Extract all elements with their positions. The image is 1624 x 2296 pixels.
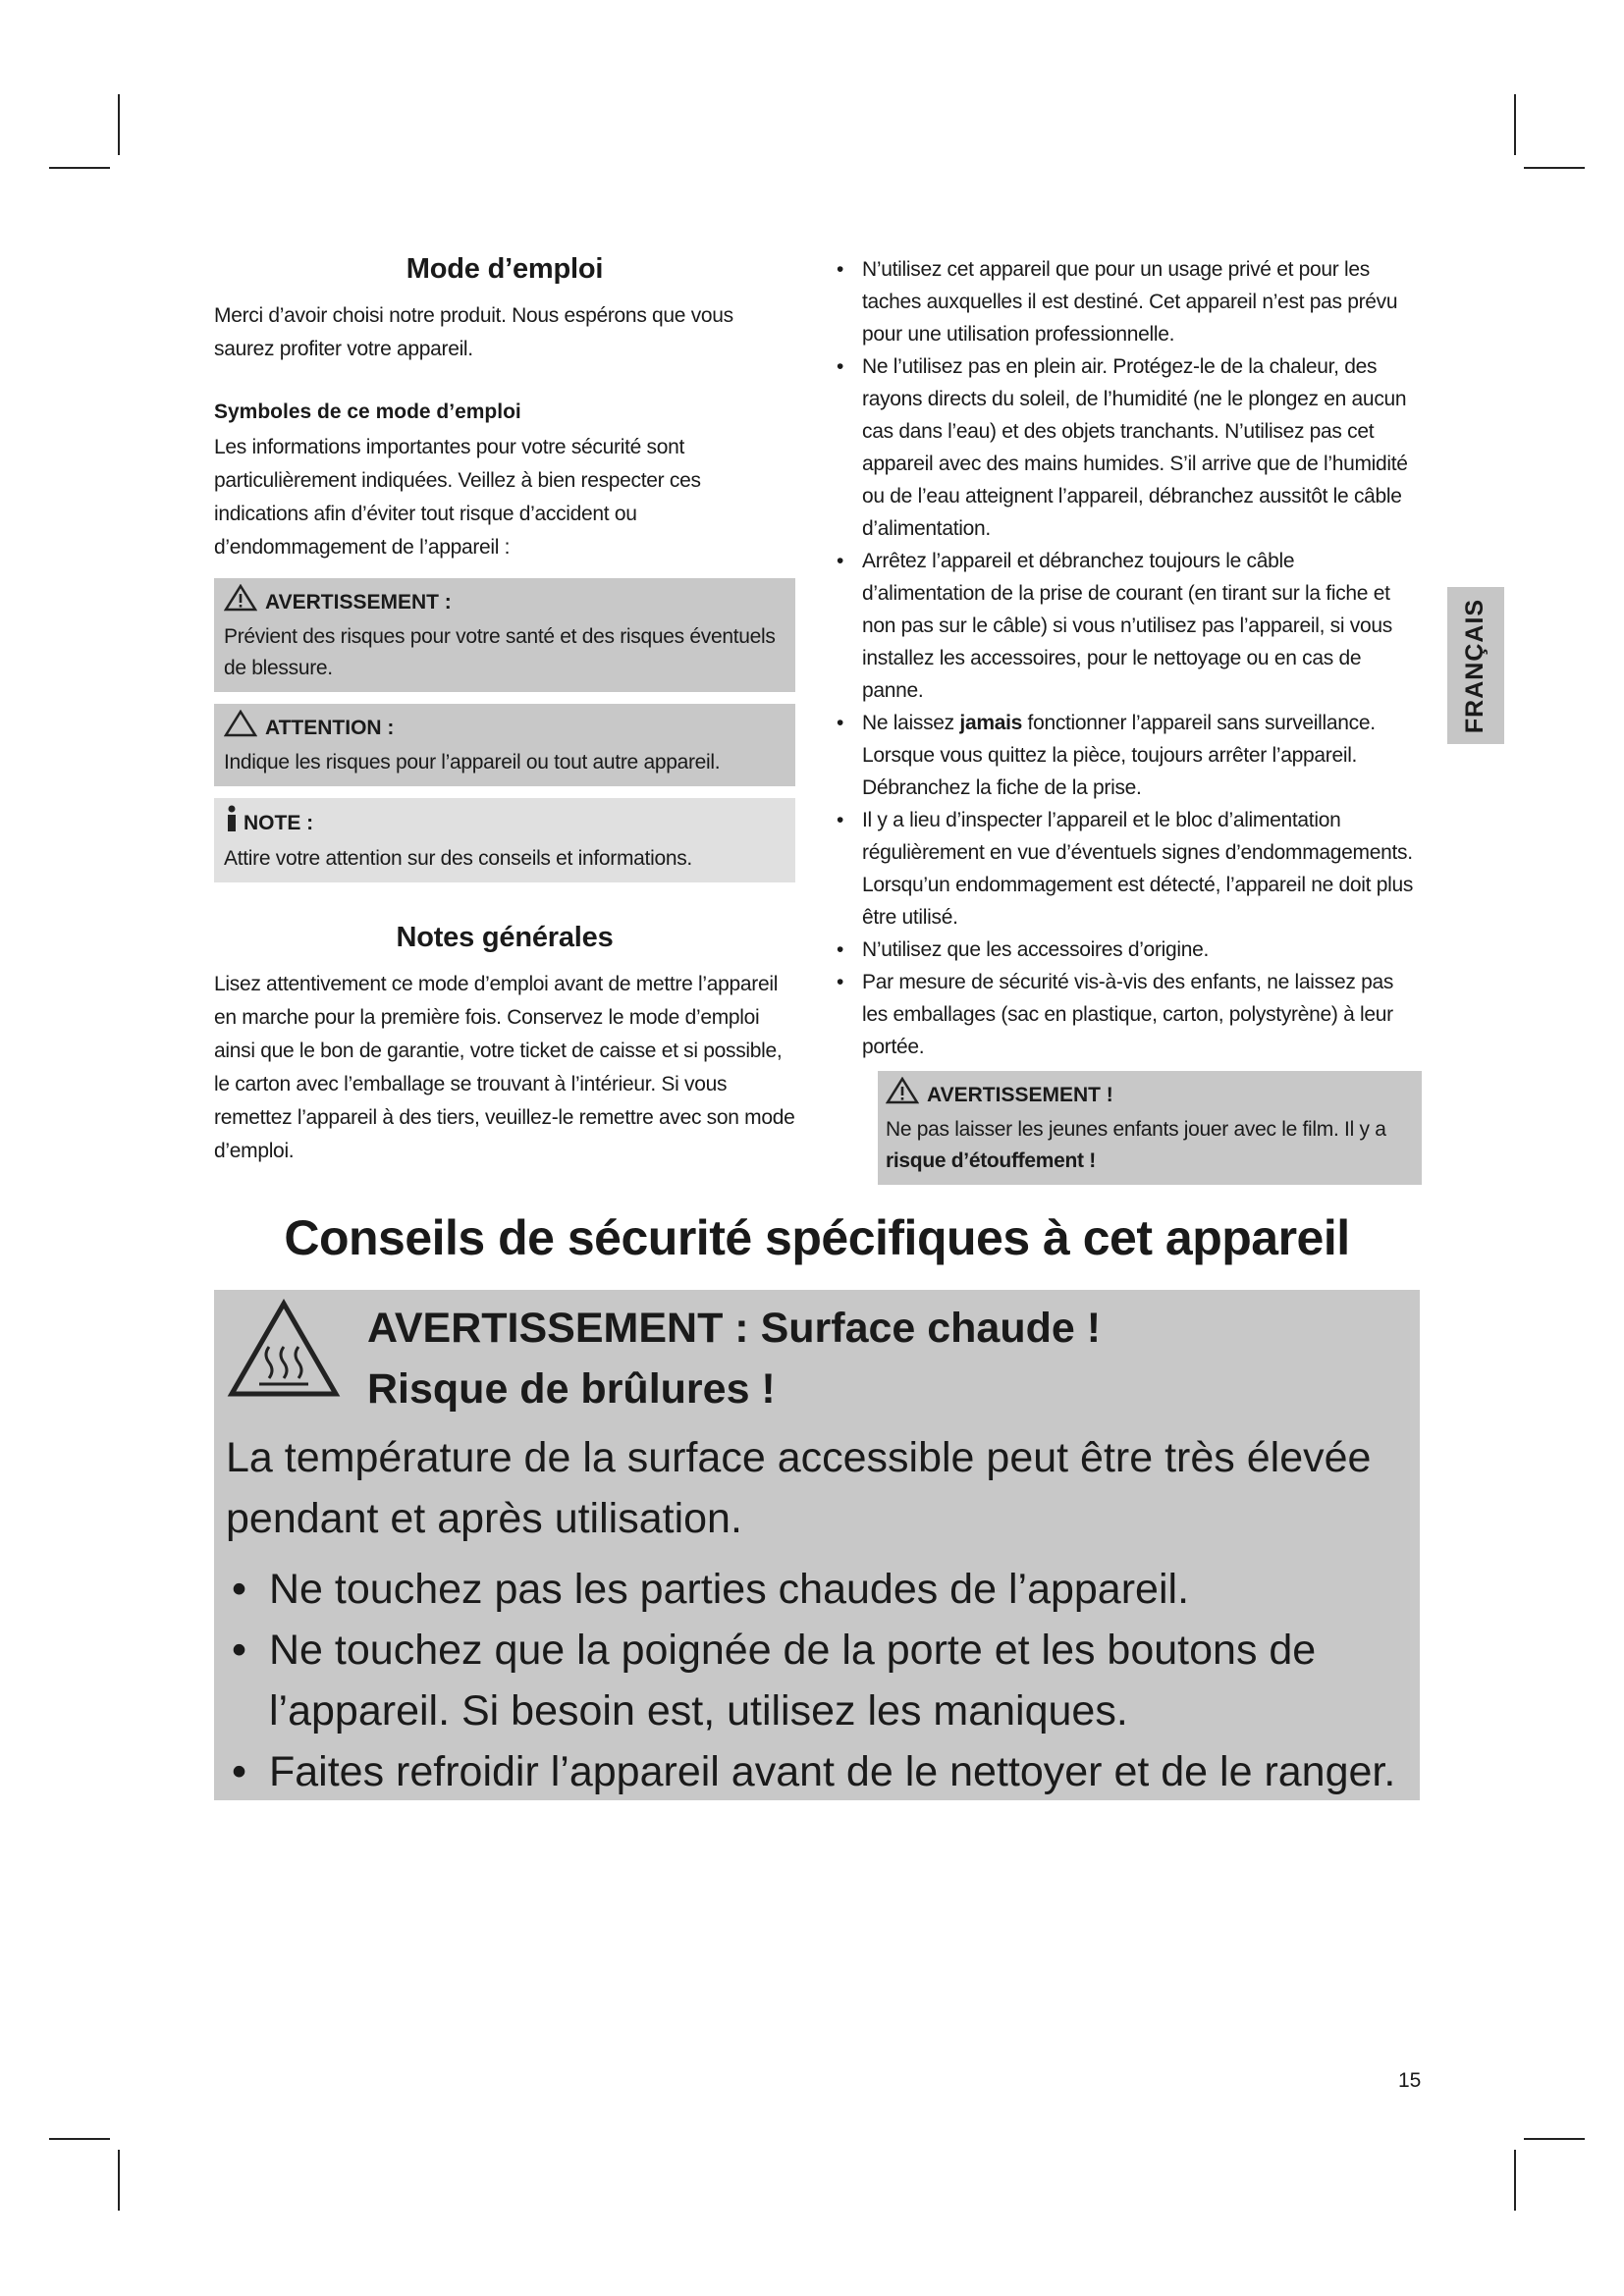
- safety-title: Conseils de sécurité spécifiques à cet appareil: [284, 1210, 1350, 1265]
- list-item: • N’utilisez cet appareil que pour un usage privé et pour les taches auxquelles il est destiné. Cet appareil n’est pas prévu pour une utilisation professionnelle.: [837, 258, 1398, 346]
- list-item: • Ne touchez pas les parties chaudes de l’appareil.: [232, 1566, 1190, 1613]
- crop-mark: [49, 167, 110, 169]
- hot-surface-icon: [226, 1298, 342, 1405]
- crop-mark: [118, 2150, 120, 2211]
- child-warning-bold: risque d’étouffement !: [886, 1149, 1096, 1172]
- list-item: • Arrêtez l’appareil et débranchez toujours le câble d’alimentation de la prise de courant (en tirant sur la fiche et non pas sur le câble) si vous n’utilisez pas l’appareil, si vous installez les accessoires, pour le nettoyage ou en cas de panne.: [837, 550, 1392, 702]
- symbols-heading: Symboles de ce mode d’emploi: [214, 400, 521, 423]
- notes-generales-text: Lisez attentivement ce mode d’emploi avant de mettre l’appareil en marche pour la première fois. Conservez le mode d’emploi ainsi que le bon de garantie, votre ticket de caisse et si possible, le carton avec l’emballage se trouvant à l’intérieur. Si vous remettez l’appareil à des tiers, veuillez-le remettre avec son mode d’emploi.: [214, 973, 795, 1162]
- info-icon: [224, 804, 240, 843]
- note-label: NOTE :: [244, 812, 314, 834]
- attention-icon: [224, 710, 257, 747]
- hot-surface-warning-box: [214, 1290, 1420, 1800]
- warning-label: AVERTISSEMENT :: [265, 591, 452, 614]
- mode-emploi-intro: Merci d’avoir choisi notre produit. Nous espérons que vous saurez profiter votre appareil.: [214, 304, 733, 360]
- child-warning-label: AVERTISSEMENT !: [927, 1084, 1113, 1106]
- right-column: [833, 253, 1422, 1185]
- child-warning-box: [878, 1071, 1422, 1185]
- note-text: Attire votre attention sur des conseils et informations.: [224, 847, 692, 870]
- mode-emploi-title: Mode d’emploi: [406, 253, 604, 285]
- list-item: • Ne l’utilisez pas en plein air. Protégez-le de la chaleur, des rayons directs du soleil, de l’humidité (ne le plongez en aucun cas dans l’eau) et des objets tranchants. N’utilisez pas cet appareil avec des mains humides. S’il arrive que de l’humidité ou de l’eau atteignent l’appareil, débranchez aussitôt le câble d’alimentation.: [837, 355, 1408, 540]
- list-item: • N’utilisez que les accessoires d’origine.: [837, 938, 1210, 961]
- attention-box: [214, 704, 795, 786]
- hot-surface-list: [226, 1559, 1408, 1802]
- warning-text: Prévient des risques pour votre santé et des risques éventuels de blessure.: [224, 625, 776, 679]
- note-box: [214, 798, 795, 882]
- list-item: • Faites refroidir l’appareil avant de le nettoyer et de le ranger.: [232, 1748, 1396, 1795]
- hot-surface-header: [226, 1298, 1408, 1419]
- attention-text: Indique les risques pour l’appareil ou tout autre appareil.: [224, 751, 721, 774]
- language-tab-label: FRANÇAIS: [1461, 598, 1489, 733]
- warning-icon: [886, 1077, 919, 1114]
- child-warning-header: [886, 1077, 1414, 1114]
- attention-header: [224, 710, 785, 747]
- list-item: • Par mesure de sécurité vis-à-vis des enfants, ne laissez pas les emballages (sac en plastique, carton, polystyrène) à leur portée.: [837, 971, 1394, 1058]
- notes-generales-title: Notes générales: [396, 922, 614, 953]
- hot-surface-line2: Risque de brûlures !: [367, 1365, 776, 1413]
- list-item: • Ne laissez jamais fonctionner l’appareil sans surveillance. Lorsque vous quittez la pièce, toujours arrêter l’appareil. Débranchez la fiche de la prise.: [837, 712, 1376, 799]
- attention-label: ATTENTION :: [265, 717, 395, 739]
- page-number: 15: [1398, 2069, 1422, 2092]
- note-header: [224, 804, 785, 843]
- warning-box: [214, 578, 795, 692]
- child-warning-text: Ne pas laisser les jeunes enfants jouer avec le film. Il y a: [886, 1118, 1386, 1141]
- hot-surface-line1: AVERTISSEMENT : Surface chaude !: [367, 1305, 1102, 1352]
- symbols-text: Les informations importantes pour votre sécurité sont particulièrement indiquées. Veillez à bien respecter ces indications afin d’éviter tout risque d’accident ou d’endommagement de l’appareil :: [214, 436, 701, 559]
- crop-mark: [118, 94, 120, 155]
- left-column: [214, 253, 795, 1168]
- language-tab: [1447, 587, 1504, 744]
- crop-mark: [1514, 94, 1516, 155]
- crop-mark: [1514, 2150, 1516, 2211]
- list-item: • Ne touchez que la poignée de la porte et les boutons de l’appareil. Si besoin est, utilisez les maniques.: [232, 1627, 1317, 1735]
- safety-list: [833, 253, 1422, 1063]
- warning-icon: [224, 584, 257, 621]
- warning-header: [224, 584, 785, 621]
- crop-mark: [1524, 167, 1585, 169]
- crop-mark: [49, 2138, 110, 2140]
- crop-mark: [1524, 2138, 1585, 2140]
- list-item: • Il y a lieu d’inspecter l’appareil et le bloc d’alimentation régulièrement en vue d’éventuels signes d’endommagements. Lorsqu’un endommagement est détecté, l’appareil ne doit plus être utilisé.: [837, 809, 1414, 929]
- hot-surface-intro: La température de la surface accessible peut être très élevée pendant et après utilisation.: [226, 1434, 1372, 1542]
